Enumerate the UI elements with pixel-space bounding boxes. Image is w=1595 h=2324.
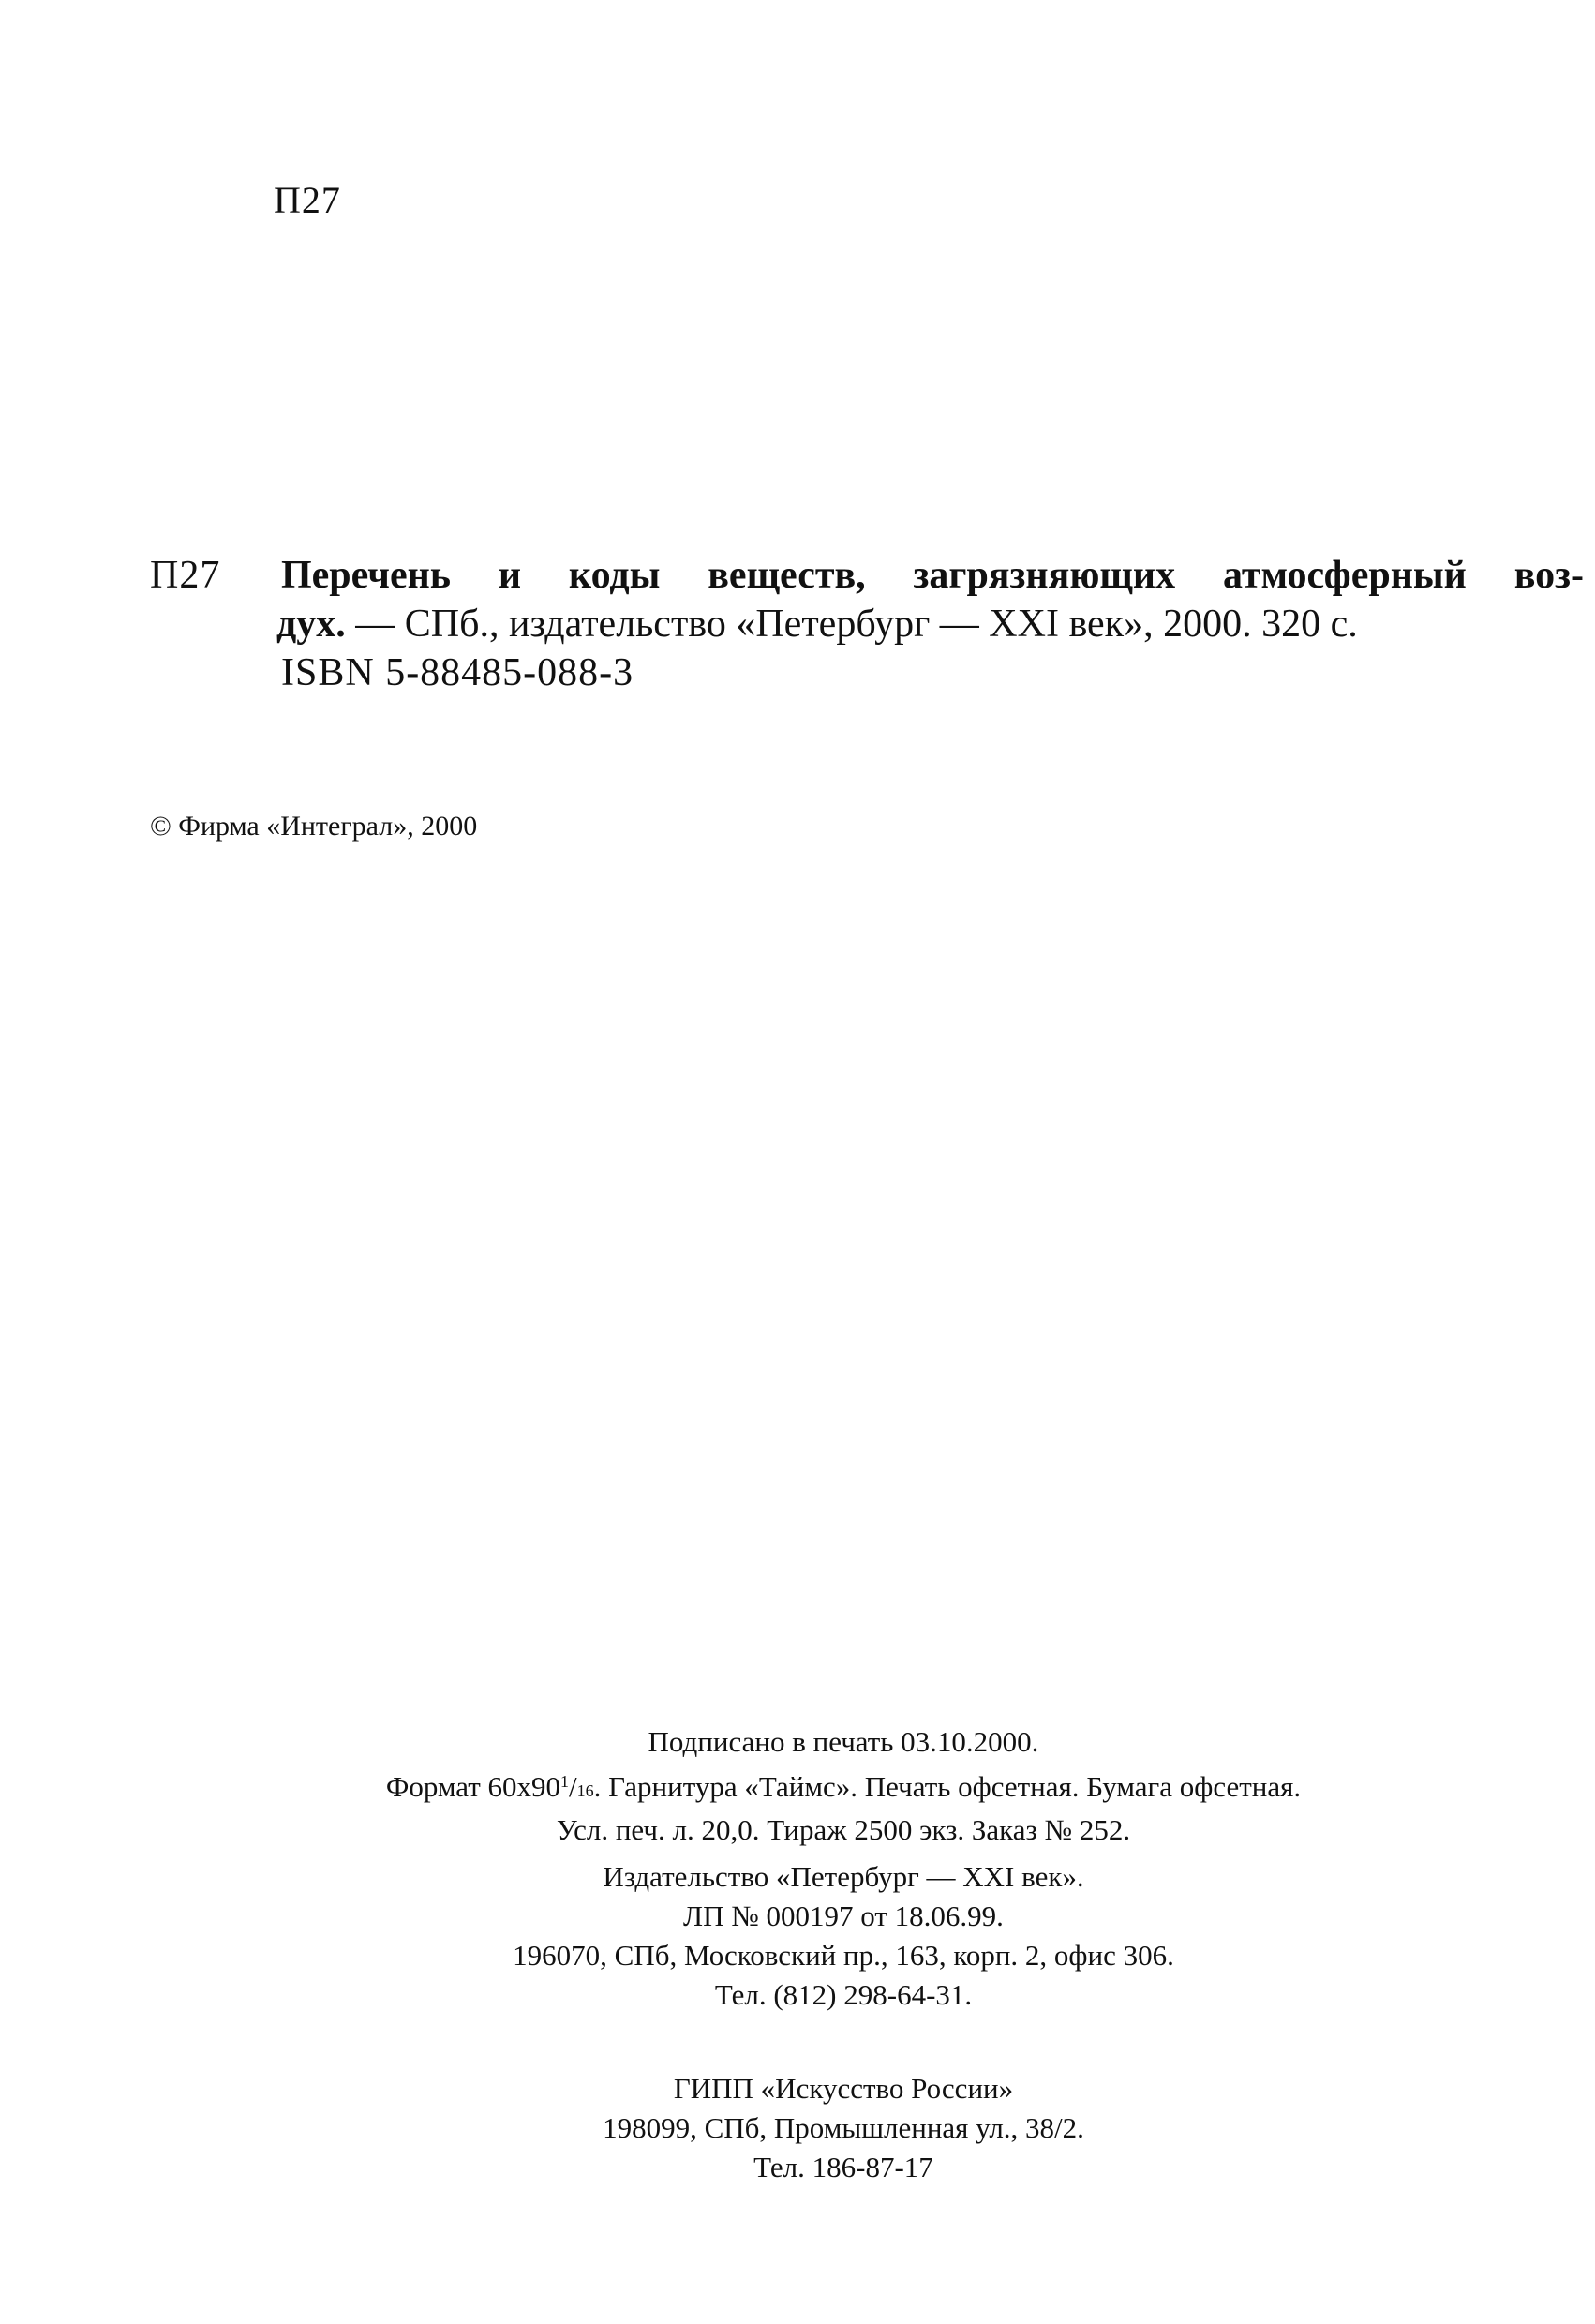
format-line: Формат $60х90^1/16$. Гарнитура «Таймс». Печать офсетная. Бумага офсетная.	[385, 1770, 1302, 1803]
book-title-line1: Перечень и коды веществ, загрязняющих атмосферный воз-	[281, 554, 1584, 597]
publisher-name: Издательство «Петербург — XXI век».	[603, 1860, 1084, 1893]
signed-to-print: Подписано в печать 03.10.2000.	[648, 1725, 1039, 1758]
format-prefix: Формат 60х90	[385, 1770, 561, 1803]
printer-phone: Тел. 186-87-17	[753, 2151, 933, 2183]
imprint-printer	[281, 2069, 1406, 2187]
classification-code: П27	[150, 554, 221, 597]
publication-details: — СПб., издательство «Петербург — XXI век», 2000. 320 с.	[345, 603, 1358, 646]
publisher-license: ЛП № 000197 от 18.06.99.	[683, 1899, 1004, 1932]
printer-address: 198099, СПб, Промышленная ул., 38/2.	[603, 2111, 1084, 2144]
book-title-continuation: дух.	[276, 603, 346, 646]
format-fraction-denominator: 16	[576, 1781, 594, 1800]
printer-name: ГИПП «Искусство России»	[673, 2072, 1014, 2105]
classification-code-top: П27	[274, 179, 341, 221]
copyright-notice: © Фирма «Интеграл», 2000	[150, 811, 478, 842]
imprint-print-details	[281, 1722, 1406, 1850]
book-title-line2	[276, 600, 1358, 648]
print-run-info: Усл. печ. л. 20,0. Тираж 2500 экз. Заказ № 252.	[556, 1813, 1131, 1846]
isbn: ISBN 5-88485-088-3	[281, 651, 634, 694]
publisher-address: 196070, СПб, Московский пр., 163, корп. 2, офис 306.	[513, 1939, 1174, 1972]
format-fraction-numerator: 1	[560, 1772, 570, 1791]
imprint-publisher	[281, 1857, 1406, 2015]
publisher-phone: Тел. (812) 298-64-31.	[714, 1978, 973, 2011]
format-details: . Гарнитура «Таймс». Печать офсетная. Бумага офсетная.	[593, 1770, 1302, 1803]
